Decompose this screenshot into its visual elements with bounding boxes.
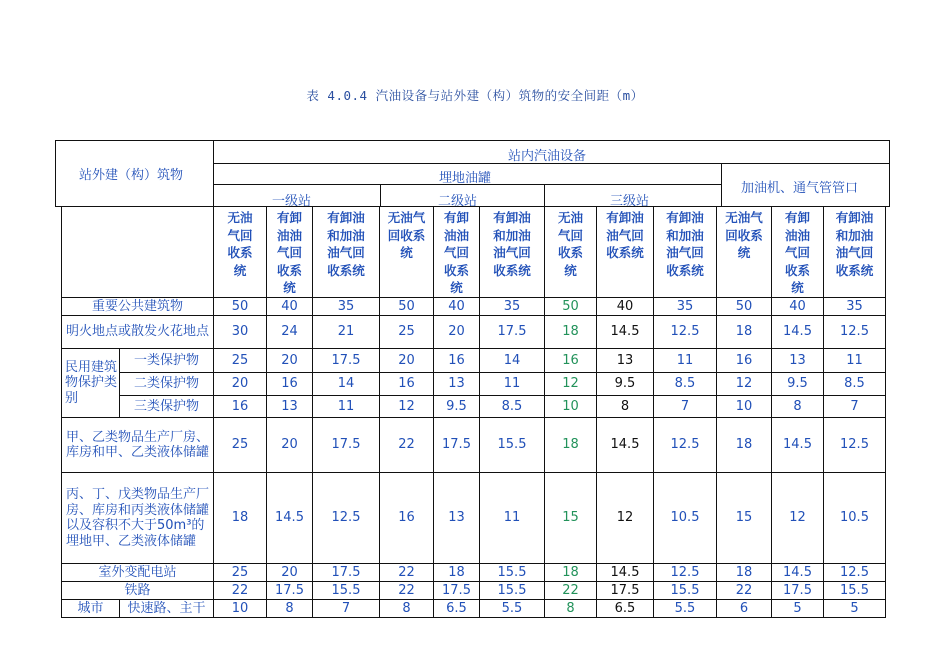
table-cell: 15.5 [480,418,545,473]
table-cell: 8 [597,396,654,418]
table-cell: 16 [380,473,434,564]
table-cell: 8 [545,600,597,618]
table-cell: 11 [480,373,545,396]
table-cell: 14 [313,373,380,396]
table-cell: 17.5 [313,418,380,473]
table-cell: 40 [434,298,480,316]
table-cell: 10 [545,396,597,418]
table-cell: 14.5 [772,316,824,349]
table-cell: 12 [545,373,597,396]
table-cell: 12 [380,396,434,418]
table-cell: 16 [380,373,434,396]
row-label: 室外变配电站 [62,564,214,582]
table-cell: 35 [480,298,545,316]
table-cell: 12.5 [654,418,717,473]
table-cell: 15.5 [654,582,717,600]
table-row [62,373,886,396]
table-cell: 22 [380,582,434,600]
header-outside-label: 站外建（构）筑物 [79,168,184,183]
table-cell: 18 [545,418,597,473]
table-cell: 15 [717,473,772,564]
table-cell: 11 [654,349,717,373]
table-cell: 17.5 [597,582,654,600]
table-cell: 7 [824,396,886,418]
table-cell: 12.5 [654,564,717,582]
table-cell: 13 [597,349,654,373]
table-cell: 15.5 [824,582,886,600]
row-label: 三类保护物 [120,396,214,418]
table-cell: 10.5 [654,473,717,564]
table-cell: 25 [214,349,267,373]
row-group-label: 民用建筑物保护类别 [62,349,120,418]
table-cell: 17.5 [313,349,380,373]
table-cell: 10 [717,396,772,418]
table-cell: 22 [717,582,772,600]
table-cell: 9.5 [597,373,654,396]
table-row [62,582,886,600]
subheader-l2-unload: 有卸 油油 气回 收系 统 [434,207,480,298]
table-cell: 40 [267,298,313,316]
table-cell: 12.5 [824,316,886,349]
table-cell: 14.5 [597,316,654,349]
table-cell: 17.5 [313,564,380,582]
header-dispenser-label: 加油机、通气管管口 [741,181,859,196]
subheader-d-unload-fuel: 有卸油 和加油 油气回 收系统 [824,207,886,298]
table-cell: 9.5 [772,373,824,396]
table-cell: 15.5 [313,582,380,600]
table-cell: 50 [214,298,267,316]
table-cell: 22 [380,418,434,473]
header-level1-label: 一级站 [272,194,312,209]
table-cell: 50 [380,298,434,316]
row-label: 一类保护物 [120,349,214,373]
table-caption: 表 4.0.4 汽油设备与站外建（构）筑物的安全间距（m） [306,88,644,103]
table-cell: 6.5 [434,600,480,618]
subheader-blank [62,207,214,298]
header-buried-label: 埋地油罐 [439,171,492,186]
table-cell: 25 [214,418,267,473]
table-cell: 15.5 [480,582,545,600]
table-row [62,316,886,349]
header-inside-label: 站内汽油设备 [508,149,587,164]
table-cell: 5 [772,600,824,618]
table-cell: 14 [480,349,545,373]
subheader-l3-unload: 有卸油 油气回 收系统 [597,207,654,298]
table-cell: 25 [214,564,267,582]
subheader-l1-unload-fuel: 有卸油 和加油 油气回 收系统 [313,207,380,298]
table-cell: 13 [772,349,824,373]
subheader-d-no-recovery: 无油气 回收系 统 [717,207,772,298]
table-cell: 20 [434,316,480,349]
table-cell: 12 [772,473,824,564]
table-cell: 14.5 [772,564,824,582]
row-label: 铁路 [62,582,214,600]
table-cell: 14.5 [267,473,313,564]
subheader-l2-unload-fuel: 有卸油 和加油 油气回 收系统 [480,207,545,298]
table-cell: 40 [772,298,824,316]
table-cell: 15.5 [480,564,545,582]
table-cell: 20 [267,349,313,373]
table-cell: 22 [380,564,434,582]
table-cell: 20 [267,564,313,582]
table-cell: 18 [434,564,480,582]
table-cell: 30 [214,316,267,349]
table-cell: 17.5 [434,582,480,600]
header-level2-label: 二级站 [438,194,478,209]
table-cell: 11 [313,396,380,418]
table-row [62,418,886,473]
table-cell: 18 [545,564,597,582]
table-row [62,473,886,564]
distance-table [61,206,886,618]
subheader-l2-no-recovery: 无油气 回收系 统 [380,207,434,298]
table-cell: 14.5 [597,564,654,582]
subheader-d-unload: 有卸 油油 气回 收系 统 [772,207,824,298]
table-cell: 20 [380,349,434,373]
table-row [62,396,886,418]
table-cell: 12 [717,373,772,396]
table-cell: 17.5 [480,316,545,349]
table-cell: 8 [267,600,313,618]
table-cell: 22 [214,582,267,600]
table-cell: 8.5 [654,373,717,396]
row-label: 丙、丁、戊类物品生产厂房、库房和丙类液体储罐以及容积不大于50m³的埋地甲、乙类液体储罐 [62,473,214,564]
row-label: 二类保护物 [120,373,214,396]
table-cell: 13 [267,396,313,418]
table-cell: 16 [267,373,313,396]
table-cell: 17.5 [772,582,824,600]
table-cell: 35 [824,298,886,316]
table-cell: 12.5 [824,564,886,582]
table-cell: 35 [654,298,717,316]
table-row [62,298,886,316]
table-cell: 35 [313,298,380,316]
row-label: 城市 [62,600,120,618]
row-label: 快速路、主干 [120,600,214,618]
subheader-l3-unload-fuel: 有卸油 和加油 油气回 收系统 [654,207,717,298]
table-cell: 16 [214,396,267,418]
table-cell: 14.5 [597,418,654,473]
table-cell: 5.5 [654,600,717,618]
row-label: 重要公共建筑物 [62,298,214,316]
table-cell: 12.5 [313,473,380,564]
table-cell: 7 [654,396,717,418]
table-cell: 15 [545,473,597,564]
table-row [62,349,886,373]
subheader-l1-unload: 有卸 油油 气回 收系 统 [267,207,313,298]
table-cell: 16 [434,349,480,373]
table-cell: 5 [824,600,886,618]
table-cell: 11 [480,473,545,564]
table-cell: 25 [380,316,434,349]
row-label: 明火地点或散发火花地点 [62,316,214,349]
table-cell: 18 [717,316,772,349]
table-cell: 50 [545,298,597,316]
table-cell: 8 [380,600,434,618]
table-cell: 17.5 [267,582,313,600]
subheader-row [62,207,886,298]
table-cell: 13 [434,373,480,396]
table-cell: 10.5 [824,473,886,564]
table-cell: 50 [717,298,772,316]
table-cell: 18 [717,564,772,582]
table-cell: 40 [597,298,654,316]
header-level3-label: 三级站 [610,194,650,209]
table-cell: 8.5 [824,373,886,396]
subheader-l3-no-recovery: 无油 气回 收系 统 [545,207,597,298]
table-cell: 6.5 [597,600,654,618]
subheader-l1-no-recovery: 无油 气回 收系 统 [214,207,267,298]
table-cell: 13 [434,473,480,564]
table-cell: 5.5 [480,600,545,618]
table-row [62,600,886,618]
table-cell: 18 [545,316,597,349]
table-cell: 12 [597,473,654,564]
table-cell: 24 [267,316,313,349]
table-cell: 22 [545,582,597,600]
table-cell: 20 [267,418,313,473]
table-cell: 7 [313,600,380,618]
table-cell: 11 [824,349,886,373]
table-cell: 9.5 [434,396,480,418]
table-cell: 8 [772,396,824,418]
row-label: 甲、乙类物品生产厂房、 库房和甲、乙类液体储罐 [62,418,214,473]
table-cell: 14.5 [772,418,824,473]
table-cell: 21 [313,316,380,349]
table-cell: 12.5 [654,316,717,349]
table-row [62,564,886,582]
table-cell: 18 [717,418,772,473]
table-cell: 16 [717,349,772,373]
table-cell: 12.5 [824,418,886,473]
table-cell: 8.5 [480,396,545,418]
table-cell: 10 [214,600,267,618]
table-cell: 20 [214,373,267,396]
table-cell: 18 [214,473,267,564]
table-cell: 6 [717,600,772,618]
table-cell: 17.5 [434,418,480,473]
table-cell: 16 [545,349,597,373]
